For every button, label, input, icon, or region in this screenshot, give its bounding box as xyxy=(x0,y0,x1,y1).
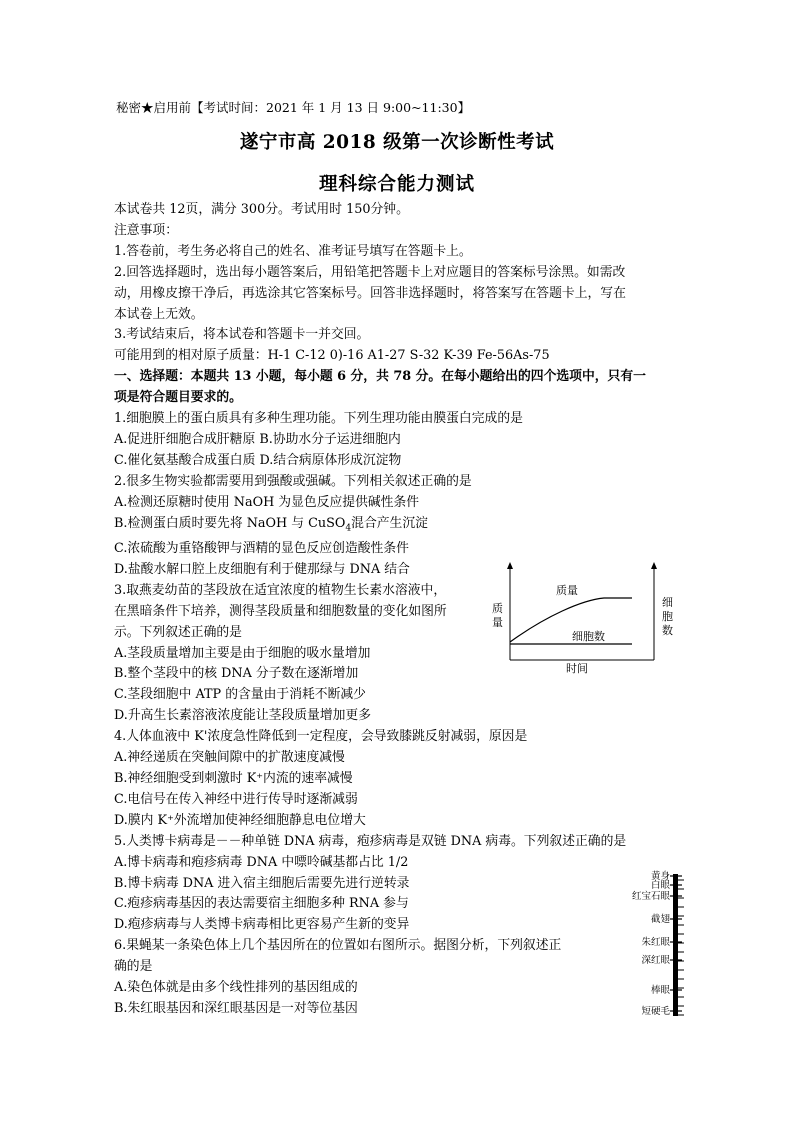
q1-options-cd: C.催化氨基酸合成蛋白质 D.结合病原体形成沉淀物 xyxy=(114,452,402,468)
q1-stem: 1.细胞膜上的蛋白质具有多种生理功能。下列生理功能由膜蛋白完成的是 xyxy=(114,411,523,427)
exam-title: 遂宁市高 2018 级第一次诊断性考试 xyxy=(239,132,555,153)
fig1-left-label-1: 质 xyxy=(492,602,503,615)
fig1-y-arrow xyxy=(507,562,513,569)
notice-1: 1.答卷前，考生务必将自己的姓名、准考证号填写在答题卡上。 xyxy=(114,243,472,259)
q2-stem: 2.很多生物实验都需要用到强酸或强碱。下列相关叙述正确的是 xyxy=(114,473,472,489)
notice-2b: 动，用橡皮擦干净后，再选涂其它答案标号。回答非选择题时，将答案写在答题卡上，写在 xyxy=(114,285,626,301)
q5-option-d: D.疱疹病毒与人类博卡病毒相比更容易产生新的变异 xyxy=(114,917,410,933)
fig1-mass-label: 质量 xyxy=(556,584,578,597)
q5-stem: 5.人类博卡病毒是－－种单链 DNA 病毒，疱疹病毒是双链 DNA 病毒。下列叙述正确的是 xyxy=(114,833,627,849)
fig1-cell-label: 细胞数 xyxy=(572,630,605,643)
q5-option-c: C.疱疹病毒基因的表达需要宿主细胞多种 RNA 参与 xyxy=(114,896,409,912)
notice-2a: 2.回答选择题时，选出每小题答案后，用铅笔把答题卡上对应题目的答案标号涂黑。如需改 xyxy=(114,264,626,280)
atomic-mass-line: 可能用到的相对原子质量：H-1 C-12 0)-16 A1-27 S-32 K-39 Fe-56As-75 xyxy=(114,348,550,364)
confidential-note: 秘密★启用前【考试时间：2021 年 1 月 13 日 9:00~11:30】 xyxy=(116,100,471,115)
q2-b-post: 混合产生沉淀 xyxy=(351,515,428,531)
fig1-x-label: 时间 xyxy=(566,662,588,675)
fig1-right-arrow xyxy=(651,562,657,569)
q3-option-b: B.整个茎段中的核 DNA 分子数在逐渐增加 xyxy=(114,666,359,682)
notice-heading: 注意事项： xyxy=(114,222,178,238)
q3-option-c: C.茎段细胞中 ATP 的含量由于消耗不断减少 xyxy=(114,687,366,703)
q3-stem-1: 3.取燕麦幼苗的茎段放在适宜浓度的植物生长素水溶液中， xyxy=(114,582,447,598)
q6-stem-1: 6.果蝇某一条染色体上几个基因所在的位置如右图所示。据图分析，下列叙述正 xyxy=(114,938,562,954)
fig1-right-label-3: 数 xyxy=(662,624,673,637)
q3-growth-figure xyxy=(486,560,686,680)
fig1-mass-curve xyxy=(510,598,632,642)
gene-label: 深红眼 xyxy=(641,955,670,966)
intro-summary: 本试卷共 12页，满分 300分。考试用时 150分钟。 xyxy=(114,202,409,217)
gene-label: 白眼 xyxy=(650,880,670,891)
q4-option-c: C.电信号在传入神经中进行传导时逐渐减弱 xyxy=(114,791,358,807)
q5-option-b: B.博卡病毒 DNA 进入宿主细胞后需要先进行逆转录 xyxy=(114,875,410,891)
fig2-chromosome-bar xyxy=(673,874,678,1016)
q2-option-c: C.浓硫酸为重铬酸钾与酒精的显色反应创造酸性条件 xyxy=(114,541,409,557)
q6-stem-2: 确的是 xyxy=(114,959,153,975)
notice-2c: 本试卷上无效。 xyxy=(114,306,204,322)
q6-option-a: A.染色体就是由多个线性排列的基因组成的 xyxy=(114,980,358,996)
gene-label: 黄身 xyxy=(650,871,670,882)
q5-option-a: A.博卡病毒和疱疹病毒 DNA 中嘌呤碱基都占比 1/2 xyxy=(114,854,409,870)
q4-option-d: D.膜内 K⁺外流增加使神经细胞静息电位增大 xyxy=(114,812,366,828)
q2-option-d: D.盐酸水解口腔上皮细胞有利于健那绿与 DNA 结合 xyxy=(114,561,410,577)
q6-option-b: B.朱红眼基因和深红眼基因是一对等位基因 xyxy=(114,1000,358,1016)
fig1-left-label-2: 量 xyxy=(492,616,503,629)
gene-label: 红宝石眼 xyxy=(631,891,670,902)
gene-label: 棒眼 xyxy=(650,985,670,996)
q4-option-b: B.神经细胞受到刺激时 K⁺内流的速率减慢 xyxy=(114,771,353,787)
gene-label: 截翅 xyxy=(650,914,670,925)
q6-chromosome-figure xyxy=(612,866,688,1022)
q4-option-a: A.神经递质在突触间隙中的扩散速度减慢 xyxy=(114,750,345,766)
q3-option-a: A.茎段质量增加主要是由于细胞的吸水量增加 xyxy=(114,645,371,661)
q3-option-d: D.升高生长素溶液浓度能让茎段质量增加更多 xyxy=(114,708,372,724)
q4-stem: 4.人体血液中 K'浓度急性降低到一定程度，会导致膝跳反射减弱，原因是 xyxy=(114,729,528,745)
section1-heading-a: 一、选择题：本题共 13 小题，每小题 6 分，共 78 分。在每小题给出的四个选项中，只有一 xyxy=(114,369,646,385)
notice-3: 3.考试结束后，将本试卷和答题卡一并交回。 xyxy=(114,327,370,343)
gene-label: 朱红眼 xyxy=(641,937,670,948)
fig1-right-label-2: 胞 xyxy=(662,610,673,623)
q2-option-a: A.检测还原糖时使用 NaOH 为显色反应提供碱性条件 xyxy=(114,494,420,510)
exam-subtitle: 理科综合能力测试 xyxy=(318,174,475,195)
gene-label: 短硬毛 xyxy=(641,1006,670,1017)
fig1-right-label-1: 细 xyxy=(662,596,673,609)
q2-option-b xyxy=(114,514,684,539)
q3-stem-2: 在黑暗条件下培养，测得茎段质量和细胞数量的变化如图所 xyxy=(114,603,447,619)
q2-b-sub: 4 xyxy=(345,523,352,534)
section1-heading-b: 项是符合题目要求的。 xyxy=(114,390,242,406)
q3-stem-3: 示。下列叙述正确的是 xyxy=(114,624,242,640)
q1-options-ab: A.促进肝细胞合成肝糖原 B.协助水分子运进细胞内 xyxy=(114,431,401,447)
q2-b-pre: B.检测蛋白质时要先将 NaOH 与 CuSO xyxy=(114,515,346,531)
